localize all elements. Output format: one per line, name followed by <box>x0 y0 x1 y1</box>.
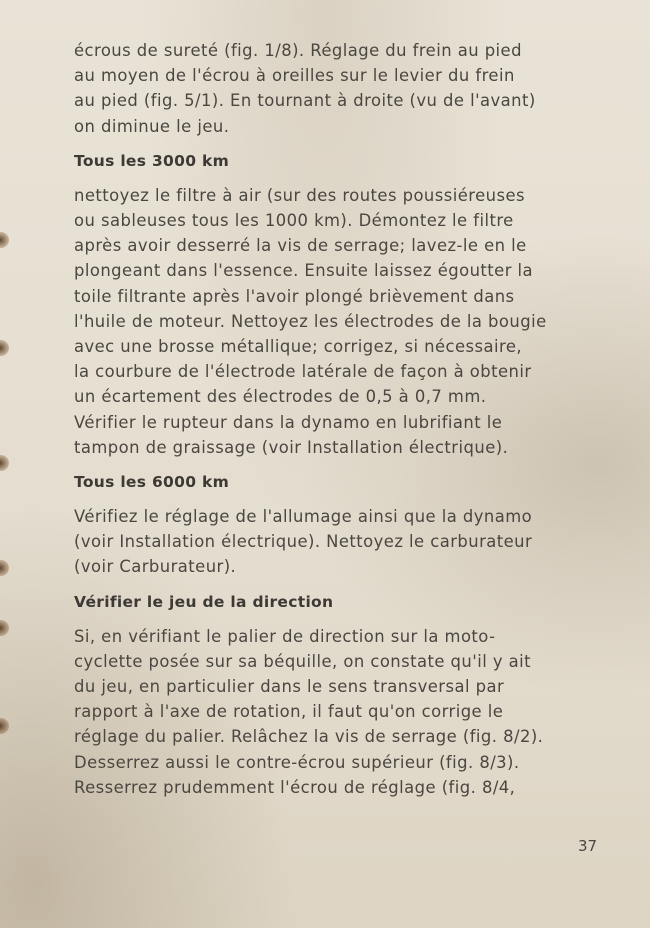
paragraph-air-filter: nettoyez le filtre à air (sur des routes poussiéreuses ou sableuses tous les 1000 km). Démontez le filtre après avoir desserré la vis de serrage; lavez-le en le plongeant dans l'essence. Ensuite laissez égoutter la toile filtrante après l'avoir plongé brièvement dans l'huile de moteur. Nettoyez les électrodes de la bougie avec une brosse métallique; corrigez, si nécessaire, la courbure de l'électrode latérale de façon à obtenir un écartement des électrodes de 0,5 à 0,7 mm. Vérifier le rupteur dans la dynamo en lubrifiant le tampon de graissage (voir Installation électrique). <box>74 185 547 457</box>
binding-hole-mark <box>0 455 9 471</box>
binding-hole-mark <box>0 620 9 636</box>
binding-hole-mark <box>0 340 9 356</box>
body-text <box>74 38 593 800</box>
page-number: 37 <box>578 837 598 855</box>
paragraph-steering-bearing: Si, en vérifiant le palier de direction sur la moto- cyclette posée sur sa béquille, on constate qu'il y ait du jeu, en particulier dans le sens transversal par rapport à l'axe de rotation, il faut qu'on corrige le réglage du palier. Relâchez la vis de serrage (fig. 8/2). Desserrez aussi le contre-écrou supérieur (fig. 8/3). Resserrez prudemment l'écrou de réglage (fig. 8/4, <box>74 626 544 797</box>
heading-6000-km: Tous les 6000 km <box>74 473 230 492</box>
paragraph-brake-adjustment: écrous de sureté (fig. 1/8). Réglage du frein au pied au moyen de l'écrou à oreilles sur le levier du frein au pied (fig. 5/1). En tournant à droite (vu de l'avant) on diminue le jeu. <box>74 41 536 136</box>
binding-hole-mark <box>0 560 9 576</box>
heading-3000-km: Tous les 3000 km <box>74 151 230 170</box>
binding-hole-mark <box>0 718 9 734</box>
binding-hole-mark <box>0 232 9 248</box>
heading-steering-play: Vérifier le jeu de la direction <box>74 592 334 611</box>
paragraph-ignition-check: Vérifiez le réglage de l'allumage ainsi que la dynamo (voir Installation électrique). Nettoyez le carburateur (voir Carburateur). <box>74 507 533 577</box>
